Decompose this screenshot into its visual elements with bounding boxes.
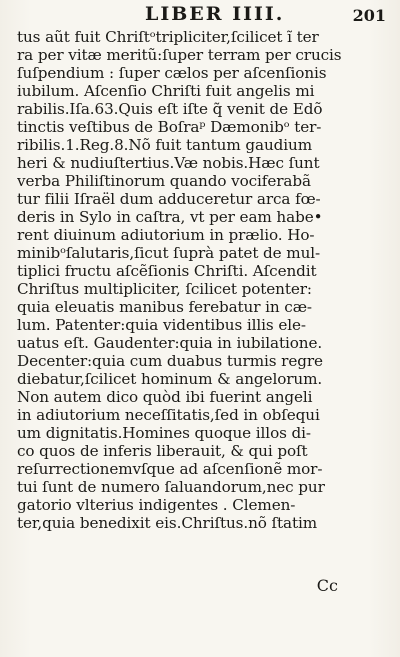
text-line: ra per vitæ meritũ:ſuper terram per crucis [17,46,342,64]
text-line: um dignitatis.Homines quoque illos di- [17,424,311,442]
text-line: ſuſpendium : ſuper cælos per aſcenſionis [17,64,327,82]
page-header [0,2,400,28]
text-line: tur filii Iſraël dum adduceretur arca fœ- [17,190,321,208]
text-line: uatus eſt. Gaudenter:quia in iubilatione. [17,334,323,352]
text-line: iubilum. Aſcenſio Chriſti fuit angelis mi [17,82,315,100]
text-line: tiplici fructu aſcẽſionis Chriſti. Aſcendit [17,262,317,280]
running-title: LIBER IIII. [145,3,285,25]
text-line: rent diuinum adiutorium in prælio. Ho- [17,226,315,244]
text-line: tus aũt fuit Chriſtᵒtripliciter,ſcilicet ĩ ter [17,28,319,46]
text-line: tui ſunt de numero ſaluandorum,nec pur [17,478,325,496]
text-line: Decenter:quia cum duabus turmis regre [17,352,323,370]
text-line: rabilis.Iſa.63.Quis eſt iſte q̃ venit de Edõ [17,100,323,118]
text-line: diebatur,ſcilicet hominum & angelorum. [17,370,323,388]
text-line: Chriſtus multipliciter, ſcilicet potenter: [17,280,312,298]
catchword: Cc [316,576,338,595]
text-line: ribilis.1.Reg.8.Nõ fuit tantum gaudium [17,136,313,154]
text-line: reſurrectionemvſque ad aſcenſionẽ mor- [17,460,323,478]
page-number: 201 [352,6,386,25]
text-line: in adiutorium neceſſitatis,ſed in obſequi [17,406,320,424]
text-line: Non autem dico quòd ibi fuerint angeli [17,388,313,406]
text-line: lum. Patenter:quia videntibus illis ele- [17,316,306,334]
text-line: co quos de inferis liberauit, & qui poſt [17,442,308,460]
text-line: tinctis veſtibus de Boſraᵖ Dæmonibᵒ ter- [17,118,322,136]
text-line: ter,quia benedixit eis.Chriſtus.nõ ſtatim [17,514,318,532]
text-line: heri & nudiuſtertius.Væ nobis.Hæc ſunt [17,154,320,172]
text-line: minibᵒſalutaris,ſicut ſuprà patet de mul- [17,244,321,262]
text-line: quia eleuatis manibus ferebatur in cæ- [17,298,312,316]
text-line: verba Philiſtinorum quando vociferabã [17,172,311,190]
body-text [17,28,387,532]
text-line: deris in Sylo in caſtra, vt per eam habe• [17,208,323,226]
text-line: gatorio vlterius indigentes . Clemen- [17,496,296,514]
